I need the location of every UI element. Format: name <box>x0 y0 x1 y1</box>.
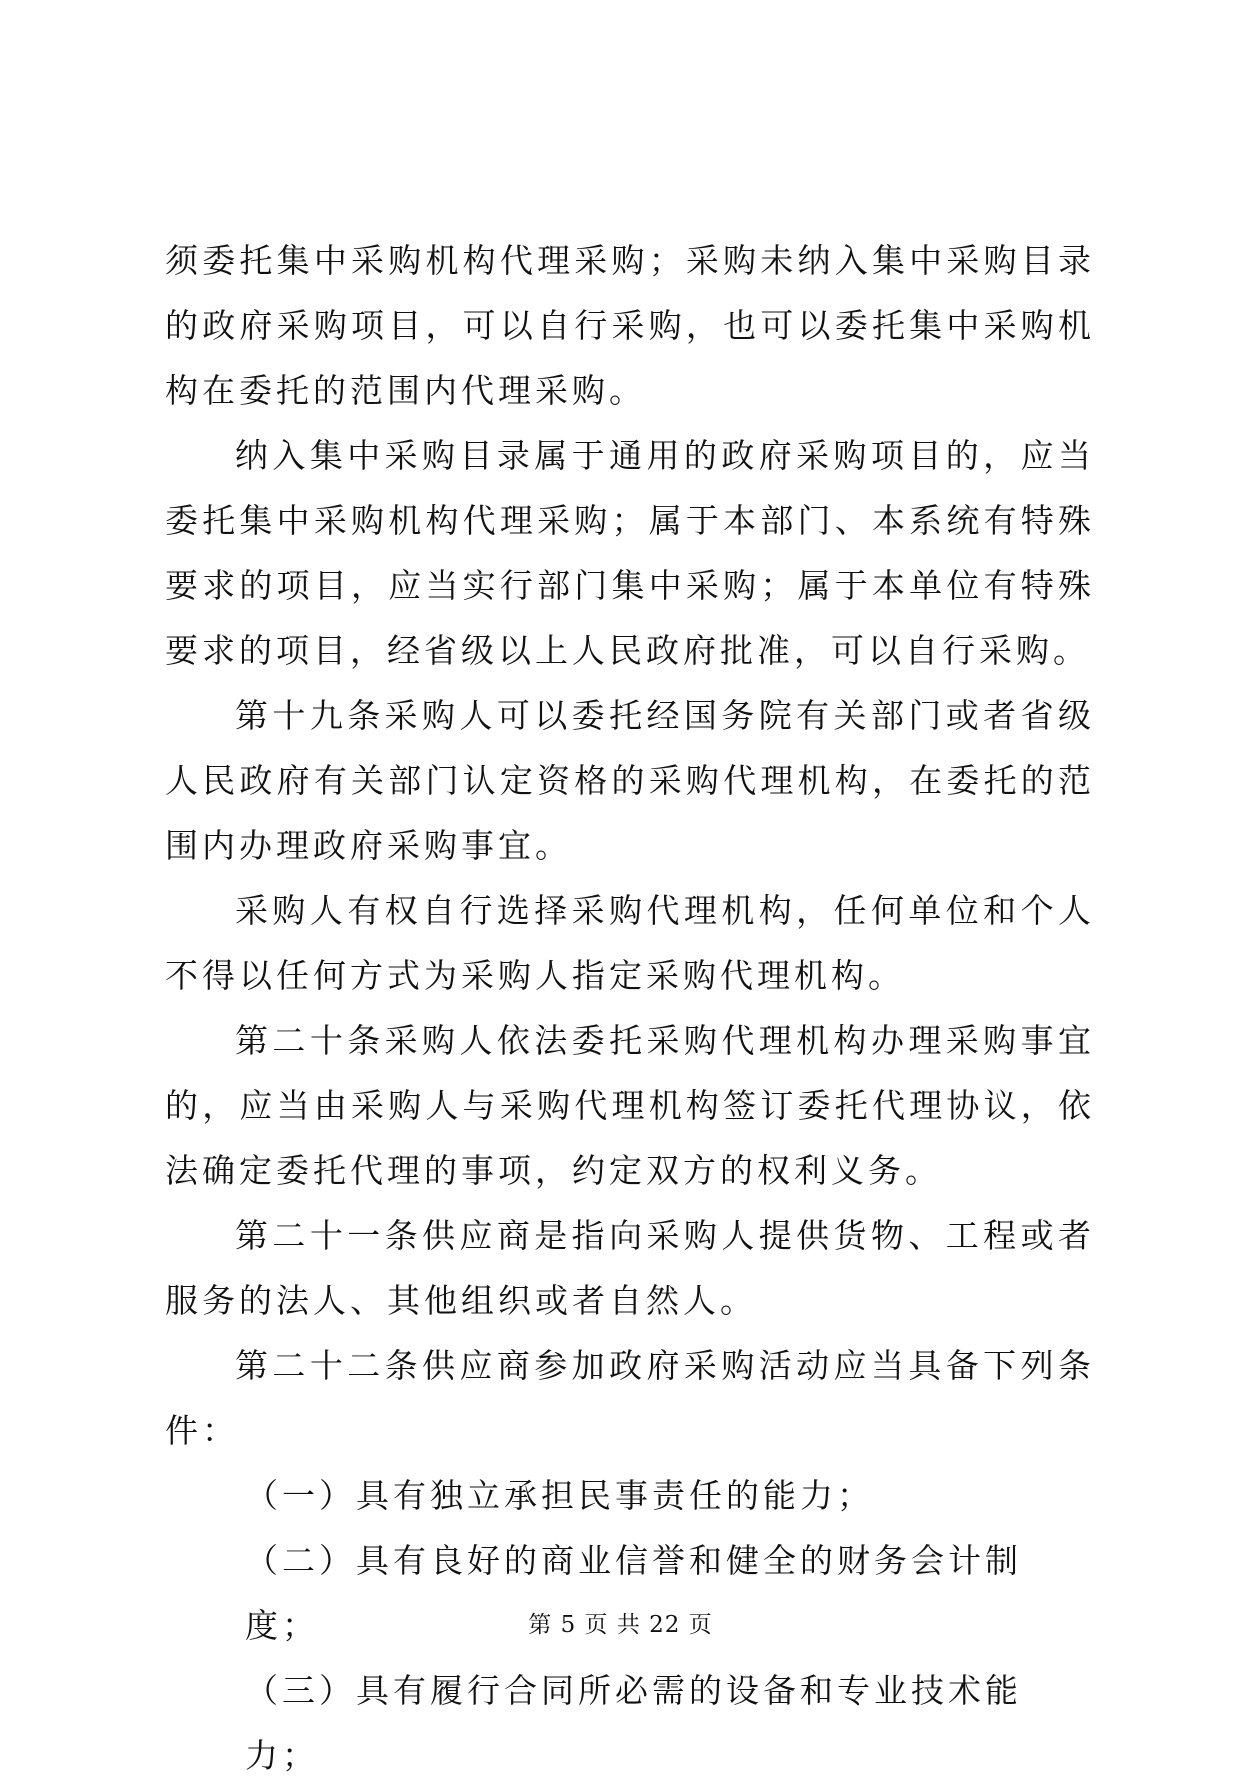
paragraph: 纳入集中采购目录属于通用的政府采购项目的，应当委托集中采购机构代理采购；属于本部门、本系统有特殊要求的项目，应当实行部门集中采购；属于本单位有特殊要求的项目，经省级以上人民政府批准，可以自行采购。 <box>165 436 1095 670</box>
paragraph-article-22: 第二十二条供应商参加政府采购活动应当具备下列条件： <box>165 1346 1095 1450</box>
paragraph-continuation: 须委托集中采购机构代理采购；采购未纳入集中采购目录的政府采购项目，可以自行采购，也可以委托集中采购机构在委托的范围内代理采购。 <box>165 241 1095 410</box>
page-number-footer: 第 5 页 共 22 页 <box>528 1612 713 1638</box>
paragraph-article-21: 第二十一条供应商是指向采购人提供货物、工程或者服务的法人、其他组织或者自然人。 <box>165 1216 1095 1320</box>
list-item: （三）具有履行合同所必需的设备和专业技术能力； <box>245 1671 1022 1775</box>
list-item: （二）具有良好的商业信誉和健全的财务会计制度； <box>245 1541 1022 1645</box>
list-item: （一）具有独立承担民事责任的能力； <box>245 1476 874 1515</box>
paragraph: 采购人有权自行选择采购代理机构，任何单位和个人不得以任何方式为采购人指定采购代理机构。 <box>165 891 1095 995</box>
document-body <box>165 228 1095 1788</box>
paragraph-article-20: 第二十条采购人依法委托采购代理机构办理采购事宜的，应当由采购人与采购代理机构签订委托代理协议，依法确定委托代理的事项，约定双方的权利义务。 <box>165 1021 1095 1190</box>
paragraph-article-19: 第十九条采购人可以委托经国务院有关部门或者省级人民政府有关部门认定资格的采购代理机构，在委托的范围内办理政府采购事宜。 <box>165 696 1095 865</box>
